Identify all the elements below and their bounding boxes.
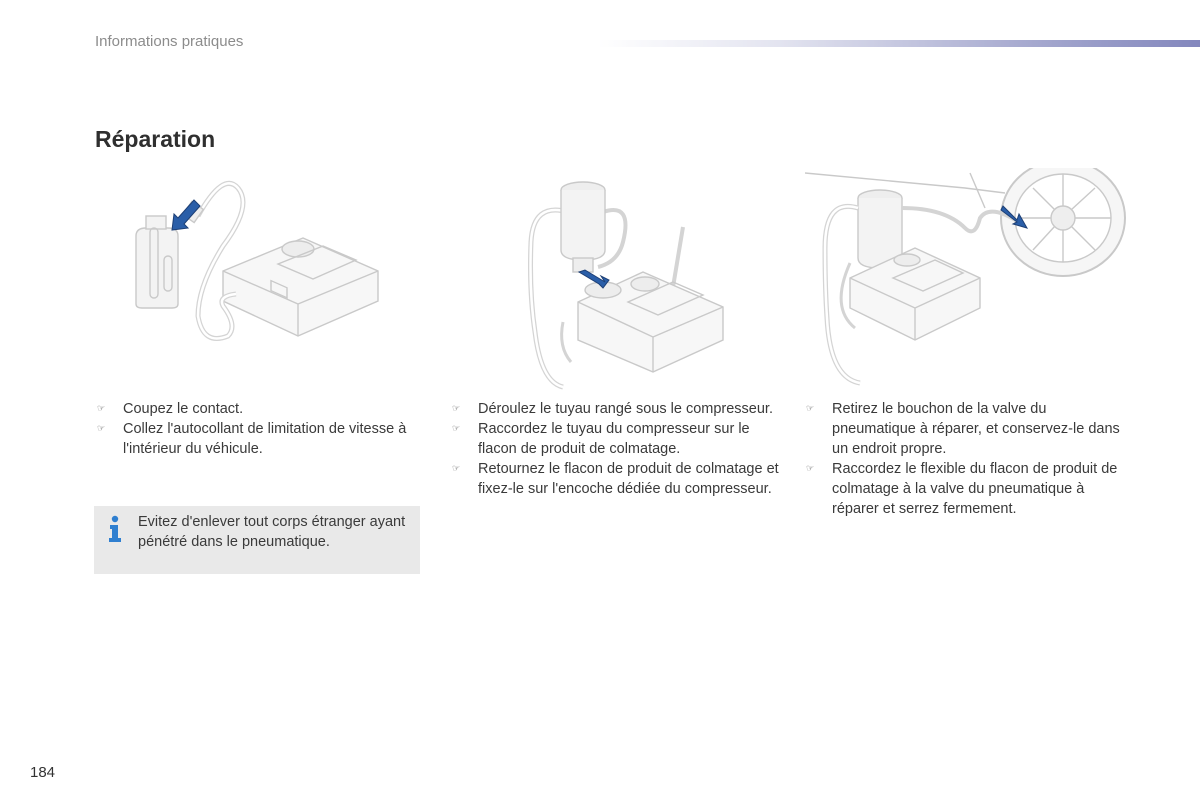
- bullet-hand-icon: ☞: [805, 463, 815, 473]
- list-item-text: Coupez le contact.: [123, 401, 244, 417]
- list-item: [450, 459, 780, 499]
- header-bar: [598, 40, 1200, 47]
- list-item-text: Raccordez le tuyau du compresseur sur le flacon de produit de colmatage.: [478, 421, 750, 457]
- bullet-hand-icon: ☞: [96, 403, 106, 413]
- list-item: [450, 399, 780, 419]
- info-text: Evitez d'enlever tout corps étranger ayant pénétré dans le pneumatique.: [138, 514, 406, 550]
- list-item: [95, 399, 420, 419]
- list-item-text: Raccordez le flexible du flacon de produit de colmatage à la valve du pneumatique à réparer et serrez fermement.: [832, 461, 1118, 517]
- illustration-connect-valve: [805, 168, 1140, 390]
- list-item-text: Retirez le bouchon de la valve du pneumatique à réparer, et conservez-le dans un endroit propre.: [832, 401, 1120, 457]
- instructions-column-2: [450, 399, 780, 499]
- bullet-hand-icon: ☞: [451, 463, 461, 473]
- bullet-hand-icon: ☞: [451, 423, 461, 433]
- instructions-column-3: [804, 399, 1134, 519]
- illustration-connect-hose: [128, 176, 390, 346]
- list-item-text: Déroulez le tuyau rangé sous le compresseur.: [478, 401, 773, 417]
- page-number: 184: [30, 764, 56, 781]
- section-label: Informations pratiques: [95, 33, 244, 50]
- info-icon: [108, 515, 122, 543]
- instructions-column-1: [95, 399, 420, 459]
- illustration-bottle-on-compressor: [523, 172, 733, 392]
- bullet-hand-icon: ☞: [805, 403, 815, 413]
- info-box: [94, 506, 420, 574]
- bullet-hand-icon: ☞: [451, 403, 461, 413]
- list-item: [450, 419, 780, 459]
- list-item: [95, 419, 420, 459]
- list-item-text: Collez l'autocollant de limitation de vitesse à l'intérieur du véhicule.: [123, 421, 407, 457]
- list-item: [804, 399, 1134, 459]
- bullet-hand-icon: ☞: [96, 423, 106, 433]
- list-item-text: Retournez le flacon de produit de colmatage et fixez-le sur l'encoche dédiée du compresseur.: [478, 461, 779, 497]
- list-item: [804, 459, 1134, 519]
- page-title: Réparation: [95, 126, 216, 152]
